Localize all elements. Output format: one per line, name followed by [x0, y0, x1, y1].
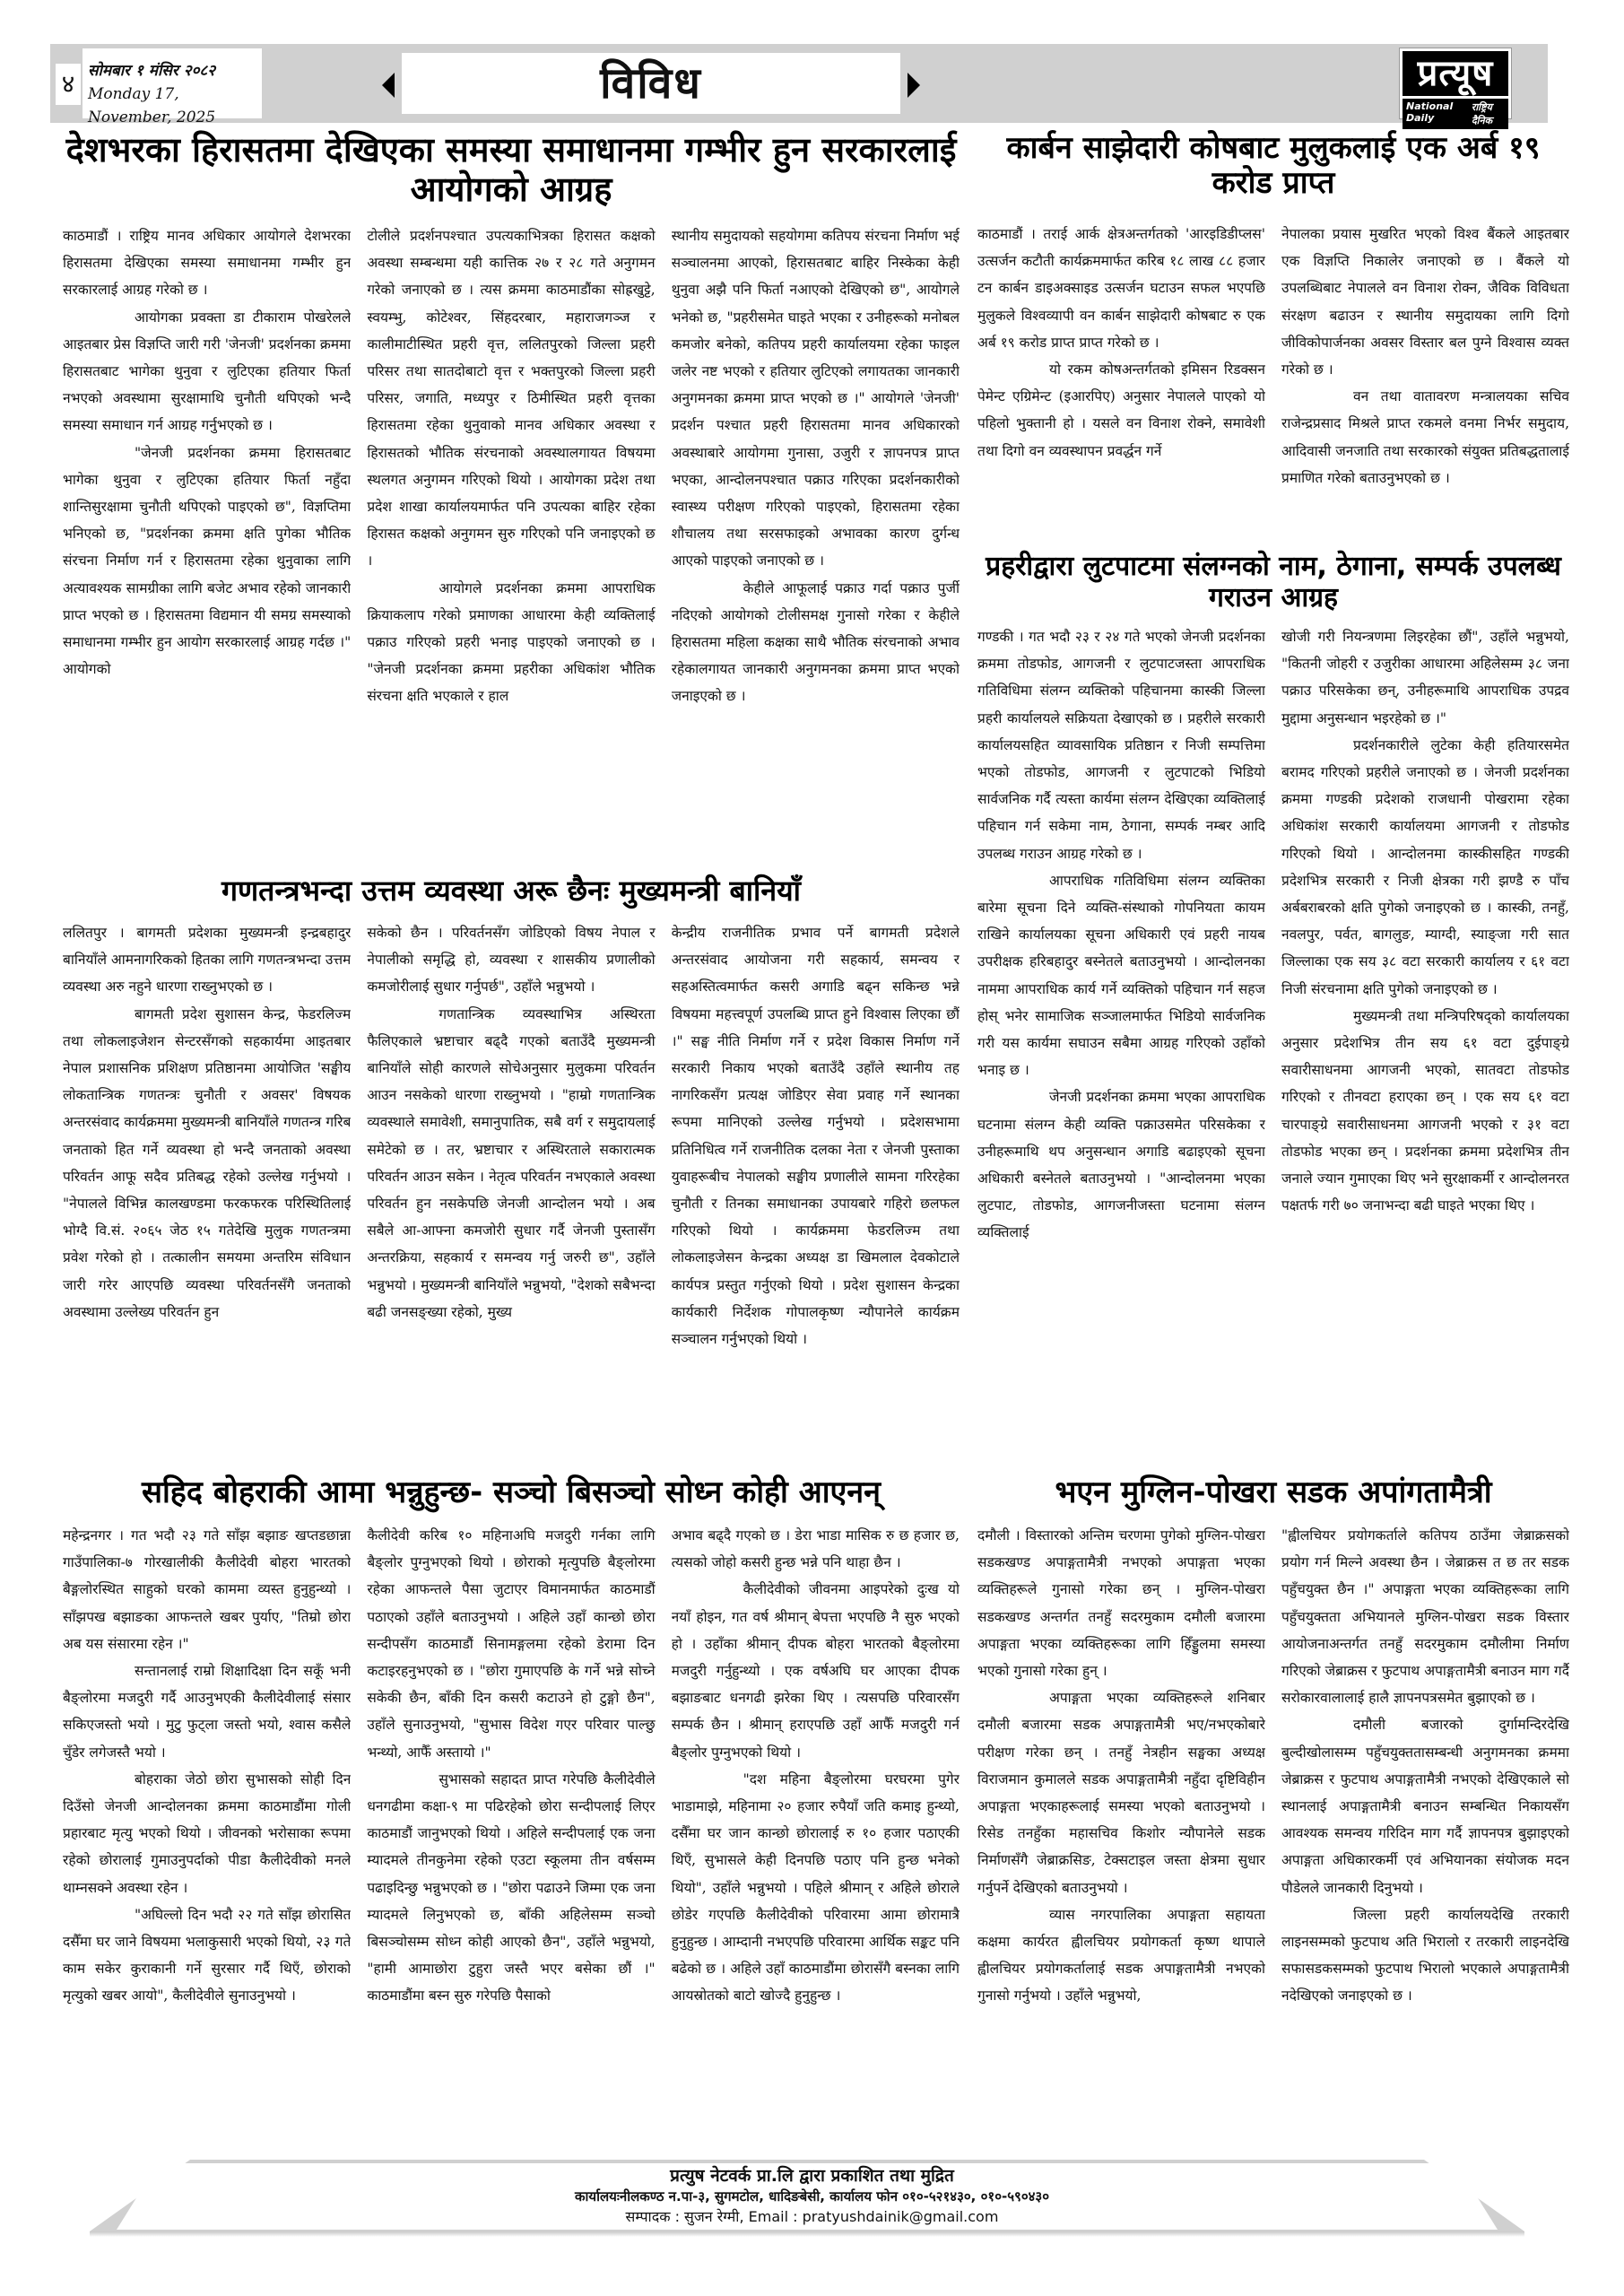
- article-paragraph: "दश महिना बैङ्लोरमा घरघरमा पुगेर भाडामाझे, महिनामा २० हजार रुपैयाँ जति कमाइ हुन्थ्यो, दसैँमा घर जान कान्छो छोरालाई रु १० हजार पठाएकी थिएँ, सुभासले केही दिनपछि पठाए पनि हुन्छ भनेको थियो", उहाँले भन्नुभयो । पहिले श्रीमान् र अहिले छोराले छोडेर गएपछि कैलीदेवीको परिवारमा आमा छोरामात्रै हुनुहुन्छ । आम्दानी नभएपछि परिवारमा आर्थिक सङ्कट पनि बढेको छ । अहिले उहाँ काठमाडौंमा छोरासँगै बस्नका लागि आयस्रोतको बाटो खोज्दै हुनुहुन्छ ।: [671, 1770, 960, 2005]
- article-paragraph: गण्डकी । गत भदौ २३ र २४ गते भएको जेनजी प्रदर्शनका क्रममा तोडफोड, आगजनी र लुटपाटजस्ता आपराधिक गतिविधिमा संलग्न व्यक्तिको पहिचानमा कास्की जिल्ला प्रहरी कार्यालयले सक्रियता देखाएको छ । प्रहरीले सरकारी कार्यालयसहित व्यावसायिक प्रतिष्ठान र निजी सम्पत्तिमा भएको तोडफोड, आगजनी र लुटपाटको भिडियो सार्वजनिक गर्दै त्यस्ता कार्यमा संलग्न देखिएका व्यक्तिलाई पहिचान गर्न सकेमा नाम, ठेगाना, सम्पर्क नम्बर आदि उपलब्ध गराउन आग्रह गरेको छ ।: [977, 629, 1265, 862]
- imprint-office: कार्यालयःनीलकण्ठ न.पा-३, सुगमटोल, धादिङबेसी, कार्यालय फोन ०१०-५२१४३०, ०१०-५९०४३०: [574, 2188, 1050, 2205]
- triangle-right-icon: [908, 73, 920, 98]
- article-paragraph: टोलीले प्रदर्शनपश्चात उपत्यकाभित्रका हिरासत कक्षको अवस्था सम्बन्धमा यही कात्तिक २७ र २८ गते अनुगमन गरेको जनाएको छ । त्यस क्रममा काठमाडौंका सोह्रखुट्टे, स्वयम्भु, कोटेश्वर, सिंहदरबार, महाराजगञ्ज र कालीमाटीस्थित प्रहरी वृत्त, ललितपुरको जिल्ला प्रहरी परिसर तथा सातदोबाटो वृत्त र भक्तपुरको जिल्ला प्रहरी परिसर, जगाति, मध्यपुर र ठिमीस्थित प्रहरी वृत्तका हिरासतमा रहेका थुनुवाको मानव अधिकार अवस्था र हिरासतको भौतिक संरचनाको अवस्थालगायत विषयमा स्थलगत अनुगमन गरिएको थियो । आयोगका प्रदेश तथा प्रदेश शाखा कार्यालयमार्फत पनि उपत्यका बाहिर रहेका हिरासत कक्षको अनुगमन सुरु गरिएको पनि जनाइएको छ ।: [367, 228, 656, 570]
- article-martyr-mother: [63, 1475, 960, 2195]
- article-paragraph: नेपालका प्रयास मुखरित भएको विश्व बैंकले आइतबार एक विज्ञप्ति निकालेर जनाएको छ । बैंकले यो उपलब्धिबाट नेपालले वन विनाश रोक्न, जैविक विविधता संरक्षण बढाउन र स्थानीय समुदायका लागि दिगो जीविकोपार्जनका अवसर विस्तार बल पुग्ने विश्वास व्यक्त गरेको छ ।: [1281, 226, 1569, 378]
- article-column: [977, 1522, 1265, 2195]
- logo-tag-nepali: राष्ट्रिय दैनिक: [1468, 99, 1508, 129]
- masthead: [50, 44, 1548, 126]
- article-paragraph: बागमती प्रदेश सुशासन केन्द्र, फेडरलिज्म तथा लोकलाइजेशन सेन्टरसँगको सहकार्यमा आइतबार नेपाल प्रशासनिक प्रशिक्षण प्रतिष्ठानमा आयोजित 'सङ्घीय लोकतान्त्रिक गणतन्त्रः चुनौती र अवसर' विषयक अन्तरसंवाद कार्यक्रममा मुख्यमन्त्री बानियाँले गणतन्त्र गरिब जनताको हित गर्ने व्यवस्था हो भन्दै जनताको अवस्था परिवर्तन आफू सदैव प्रतिबद्ध रहेको उल्लेख गर्नुभयो । "नेपालले विभिन्न कालखण्डमा फरकफरक परिस्थितिलाई भोग्दै वि.सं. २०६५ जेठ १५ गतेदेखि मुलुक गणतन्त्रमा प्रवेश गरेको हो । तत्कालीन समयमा अन्तरिम संविधान जारी गरेर आएपछि व्यवस्था परिवर्तनसँगै जनताको अवस्थामा उल्लेख्य परिवर्तन हुन: [63, 1005, 352, 1320]
- article-paragraph: स्थानीय समुदायको सहयोगमा कतिपय संरचना निर्माण भई सञ्चालनमा आएको, हिरासतबाट बाहिर निस्केका केही थुनुवा अझै पनि फिर्ता नआएको देखिएको छ", आयोगले भनेको छ, "प्रहरीसमेत घाइते भएका र उनीहरूको मनोबल कमजोर बनेको, कतिपय प्रहरी कार्यालयमा रहेका फाइल जलेर नष्ट भएको र हतियार लुटिएको लगायतका जानकारी अनुगमनका क्रममा प्राप्त भएको छ ।" आयोगले 'जेनजी' प्रदर्शन पश्चात प्रहरी हिरासतमा मानव अधिकारको अवस्थाबारे आयोगमा गुनासा, उजुरी र ज्ञापनपत्र प्राप्त भएका, आन्दोलनपश्चात पक्राउ गरिएका प्रदर्शनकारीको स्वास्थ्य परीक्षण गरिएको पाइएको, हिरासतमा रहेका शौचालय तथा सरसफाइको अभावका कारण दुर्गन्ध आएको पाइएको जनाएको छ ।: [671, 228, 960, 570]
- article-paragraph: आपराधिक गतिविधिमा संलग्न व्यक्तिका बारेमा सूचना दिने व्यक्ति-संस्थाको गोपनियता कायम राखिने कार्यालयका सूचना अधिकारी एवं प्रहरी नायब उपरीक्षक हरिबहादुर बस्नेतले बताउनुभयो । आन्दोलनका नाममा आपराधिक कार्य गर्ने व्यक्तिको पहिचान गर्न सहज होस् भनेर सामाजिक सञ्जालमार्फत भिडियो सार्वजनिक गरी यस कार्यमा सघाउन सबैमा आग्रह गरिएको उहाँको भनाइ छ ।: [977, 872, 1265, 1079]
- article-paragraph: महेन्द्रनगर । गत भदौ २३ गते साँझ बझाङ खप्तडछान्ना गाउँपालिका-७ गोरखालीकी कैलीदेवी बोहरा भारतको बैङ्गलोरस्थित साहुको घरको काममा व्यस्त हुनुहुन्थ्यो । साँझपख बझाङका आफन्तले खबर पुर्याए, "तिम्रो छोरा अब यस संसारमा रहेन ।": [63, 1527, 352, 1652]
- article-paragraph: वन तथा वातावरण मन्त्रालयका सचिव राजेन्द्रप्रसाद मिश्रले प्राप्त रकमले वनमा निर्भर समुदाय, आदिवासी जनजाति तथा सरकारको संयुक्त प्रतिबद्धतालाई प्रमाणित गरेको बताउनुभएको छ ।: [1281, 388, 1569, 486]
- article-headline: भएन मुग्लिन-पोखरा सडक अपांगतामैत्री: [1055, 1474, 1492, 1510]
- article-column: [63, 919, 351, 1474]
- article-detention-problems: [63, 131, 960, 857]
- article-paragraph: बोहराका जेठो छोरा सुभासको सोही दिन दिउँसो जेनजी आन्दोलनका क्रममा काठमाडौंमा गोली प्रहारबाट मृत्यु भएको थियो । जीवनको भरोसाका रूपमा रहेको छोरालाई गुमाउनुपर्दाको पीडा कैलीदेवीको मनले थाम्नसक्ने अवस्था रहेन ।: [63, 1770, 352, 1896]
- article-column: [367, 1522, 655, 2195]
- date-nepali: सोमबार १ मंसिर २०८२: [88, 62, 216, 80]
- article-headline: प्रहरीद्वारा लुटपाटमा संलग्नको नाम, ठेगाना, सम्पर्क उपलब्ध गराउन आग्रह: [986, 551, 1561, 613]
- article-headline: कार्बन साझेदारी कोषबाट मुलुकलाई एक अर्ब १९ करोड प्राप्त: [1006, 130, 1541, 202]
- article-paragraph: आयोगका प्रवक्ता डा टीकाराम पोखरेलले आइतबार प्रेस विज्ञप्ति जारी गरी 'जेनजी' प्रदर्शनका क्रममा हिरासतबाट भागेका थुनुवा र लुटिएका हतियार फिर्ता नभएको अवस्थामा सुरक्षामाथि चुनौती थपिएको भन्दै समस्या समाधान गर्न आग्रह गर्नुभएको छ ।: [63, 309, 352, 434]
- article-column: [1281, 623, 1569, 1475]
- article-paragraph: जेनजी प्रदर्शनका क्रममा भएका आपराधिक घटनामा संलग्न केही व्यक्ति पक्राउसमेत परिसकेका र उनीहरूमाथि थप अनुसन्धान अगाडि बढाइएको सूचना अधिकारी बस्नेतले बताउनुभयो । "आन्दोलनमा भएका लुटपाट, तोडफोड, आगजनीजस्ता घटनामा संलग्न व्यक्तिलाई: [977, 1089, 1265, 1241]
- article-paragraph: खोजी गरी नियन्त्रणमा लिइरहेका छौं", उहाँले भन्नुभयो, "कितनी जोहरी र उजुरीका आधारमा अहिलेसम्म ३८ जना पक्राउ परिसकेका छन्, उनीहरूमाथि आपराधिक उपद्रव मुद्दामा अनुसन्धान भइरहेको छ ।": [1281, 629, 1569, 726]
- article-paragraph: अपाङ्गता भएका व्यक्तिहरूले शनिबार दमौली बजारमा सडक अपाङ्गतामैत्री भए/नभएकोबारे परीक्षण गरेका छन् । तनहुँ नेत्रहीन सङ्घका अध्यक्ष विराजमान कुमालले सडक अपाङ्गतामैत्री नहुँदा दृष्टिविहीन अपाङ्गता भएकाहरूलाई समस्या भएको बताउनुभयो । रिसेड तनहुँका महासचिव किशोर न्यौपानेले सडक निर्माणसँगै जेब्राक्रसिङ, टेक्सटाइल जस्ता क्षेत्रमा सुधार गर्नुपर्ने देखिएको बताउनुभयो ।: [977, 1690, 1265, 1896]
- article-headline: सहिद बोहराकी आमा भन्नुहुन्छ- सञ्चो बिसञ्चो सोध्न कोही आएनन्: [142, 1474, 881, 1510]
- article-column: [63, 222, 351, 857]
- section-title: विविध: [402, 53, 900, 114]
- article-paragraph: गणतान्त्रिक व्यवस्थाभित्र अस्थिरता फैलिएकाले भ्रष्टाचार बढ्दै गएको बताउँदै मुख्यमन्त्री बानियाँले सोही कारणले सोचेअनुसार मुलुकमा परिवर्तन आउन नसकेको धारणा राख्नुभयो । "हाम्रो गणतान्त्रिक व्यवस्थाले समावेशी, समानुपातिक, सबै वर्ग र समुदायलाई समेटेको छ । तर, भ्रष्टाचार र अस्थिरताले सकारात्मक परिवर्तन आउन सकेन । नेतृत्व परिवर्तन नभएकाले अवस्था परिवर्तन हुन नसकेपछि जेनजी आन्दोलन भयो । अब सबैले आ-आफ्ना कमजोरी सुधार गर्दै जेनजी पुस्तासँग अन्तरक्रिया, सहकार्य र समन्वय गर्नु जरुरी छ", उहाँले भन्नुभयो । मुख्यमन्त्री बानियाँले भन्नुभयो, "देशको सबैभन्दा बढी जनसङ्ख्या रहेको, मुख्य: [367, 1005, 656, 1320]
- newspaper-logo: [1399, 48, 1512, 126]
- article-paragraph: अभाव बढ्दै गएको छ । डेरा भाडा मासिक रु छ हजार छ, त्यसको जोहो कसरी हुन्छ भन्ने पनि थाहा छैन ।: [671, 1527, 960, 1571]
- article-body: [63, 222, 960, 857]
- article-paragraph: कैलीदेवीको जीवनमा आइपरेको दुःख यो नयाँ होइन, गत वर्ष श्रीमान् बेपत्ता भएपछि नै सुरु भएको हो । उहाँका श्रीमान् दीपक बोहरा भारतको बैङ्लोरमा मजदुरी गर्नुहुन्थ्यो । एक वर्षअघि घर आएका दीपक बझाङबाट धनगढी झरेका थिए । त्यसपछि परिवारसँग सम्पर्क छैन । श्रीमान् हराएपछि उहाँ आफैँ मजदुरी गर्न बैङ्लोर पुग्नुभएको थियो ।: [671, 1581, 960, 1761]
- article-headline: गणतन्त्रभन्दा उत्तम व्यवस्था अरू छैनः मुख्यमन्त्री बानियाँ: [221, 874, 801, 908]
- article-paragraph: व्यास नगरपालिका अपाङ्गता सहायता कक्षमा कार्यरत ह्वीलचियर प्रयोगकर्ता कृष्ण थापाले ह्वीलचियर प्रयोगकर्तालाई सडक अपाङ्गतामैत्री नभएको गुनासो गर्नुभयो । उहाँले भन्नुभयो,: [977, 1906, 1265, 2005]
- article-body: [977, 1522, 1569, 2195]
- logo-wordmark: प्रत्यूष: [1403, 51, 1508, 96]
- article-headline: देशभरका हिरासतमा देखिएका समस्या समाधानमा गम्भीर हुन सरकारलाई आयोगको आग्रह: [65, 130, 957, 209]
- article-paragraph: काठमाडौं । राष्ट्रिय मानव अधिकार आयोगले देशभरका हिरासतमा देखिएका समस्या समाधानमा गम्भीर हुन सरकारलाई आग्रह गरेको छ ।: [63, 228, 352, 299]
- article-column: [1281, 1522, 1569, 2195]
- article-body: [977, 623, 1569, 1475]
- article-paragraph: ललितपुर । बागमती प्रदेशका मुख्यमन्त्री इन्द्रबहादुर बानियाँले आमनागरिकको हितका लागि गणतन्त्रभन्दा उत्तम व्यवस्था अरु नहुने धारणा राख्नुभएको छ ।: [63, 925, 352, 996]
- article-column: [63, 1522, 351, 2195]
- page-number: ४: [56, 64, 81, 105]
- article-paragraph: "ह्वीलचियर प्रयोगकर्ताले कतिपय ठाउँमा जेब्राक्रसको प्रयोग गर्न मिल्ने अवस्था छैन । जेब्राक्रस त छ तर सडक पहुँचयुक्त छैन ।" अपाङ्गता भएका व्यक्तिहरूका लागि पहुँचयुक्तता अभियानले मुग्लिन-पोखरा सडक विस्तार आयोजनाअन्तर्गत तनहुँ सदरमुकाम दमौलीमा निर्माण गरिएको जेब्राक्रस र फुटपाथ अपाङ्गतामैत्री बनाउन माग गर्दै सरोकारवालालाई हालै ज्ञापनपत्रसमेत बुझाएको छ ।: [1281, 1527, 1569, 1707]
- article-paragraph: प्रदर्शनकारीले लुटेका केही हतियारसमेत बरामद गरिएको प्रहरीले जनाएको छ । जेनजी प्रदर्शनका क्रममा गण्डकी प्रदेशको राजधानी पोखरामा रहेका अधिकांश सरकारी कार्यालयमा आगजनी र तोडफोड गरिएको थियो । आन्दोलनमा कास्कीसहित गण्डकी प्रदेशभित्र सरकारी र निजी क्षेत्रका गरी झण्डै रु पाँच अर्बबराबरको क्षति पुगेको जनाइएको छ । कास्की, तनहुँ, नवलपुर, पर्वत, बागलुङ, म्याग्दी, स्याङ्जा गरी सात जिल्लाका एक सय ३८ वटा सरकारी कार्यालय र ६१ वटा निजी संरचनामा क्षति पुगेको जनाइएको छ ।: [1281, 736, 1569, 997]
- article-paragraph: काठमाडौं । तराई आर्क क्षेत्रअन्तर्गतको 'आरइडिडीप्लस' उत्सर्जन कटौती कार्यक्रममार्फत करिब १८ लाख ८८ हजार टन कार्बन डाइअक्साइड उत्सर्जन घटाउन सफल भएपछि मुलुकले विश्वव्यापी वन कार्बन साझेदारी कोषबाट रु एक अर्ब १९ करोड प्राप्त प्राप्त गरेको छ ।: [977, 226, 1265, 351]
- article-paragraph: केहीले आफूलाई पक्राउ गर्दा पक्राउ पुर्जी नदिएको आयोगको टोलीसमक्ष गुनासो गरेका र केहीले हिरासतमा महिला कक्षका साथै भौतिक संरचनाको अभाव रहेकालगायत जानकारी अनुगमनका क्रममा प्राप्त भएको जनाइएको छ ।: [671, 579, 960, 705]
- article-body: [977, 221, 1569, 545]
- article-paragraph: "जेनजी प्रदर्शनका क्रममा हिरासतबाट भागेका थुनुवा र लुटिएका हतियार फिर्ता नहुँदा शान्तिसुरक्षामा चुनौती थपिएको पाइएको छ", विज्ञप्तिमा भनिएको छ, "प्रदर्शनका क्रममा क्षति पुगेका भौतिक संरचना निर्माण गर्न र हिरासतमा रहेका थुनुवाका लागि अत्यावश्यक सामग्रीका लागि बजेट अभाव रहेको जानकारी प्राप्त भएको छ । हिरासतमा विद्यमान यी समग्र समस्याको समाधानमा गम्भीर हुन आयोग सरकारलाई आग्रह गर्दछ ।" आयोगको: [63, 444, 352, 678]
- article-paragraph: सन्तानलाई राम्रो शिक्षादिक्षा दिन सकूँ भनी बैङ्लोरमा मजदुरी गर्दै आउनुभएकी कैलीदेवीलाई संसार सकिएजस्तो भयो । मुटु फुट्ला जस्तो भयो, श्वास कसैले चुँडेर लगेजस्तै भयो ।: [63, 1663, 352, 1761]
- logo-tag-english: National Daily: [1403, 99, 1468, 129]
- article-column: [367, 222, 655, 857]
- article-paragraph: सकेको छैन । परिवर्तनसँग जोडिएको विषय नेपाल र नेपालीको समृद्धि हो, व्यवस्था र शासकीय प्रणालीको कमजोरीलाई सुधार गर्नुपर्छ", उहाँले भन्नुभयो ।: [367, 925, 656, 996]
- section-label: [382, 53, 920, 114]
- date-box: [83, 48, 262, 126]
- article-carbon-fund: [977, 131, 1569, 545]
- article-paragraph: "अघिल्लो दिन भदौ २२ गते साँझ छोरासित दसैँमा घर जाने विषयमा भलाकुसारी भएको थियो, २३ गते काम सकेर कुराकानी गर्ने सुरसार गर्दै थिएँ, छोराको मृत्युको खबर आयो", कैलीदेवीले सुनाउनुभयो ।: [63, 1906, 352, 2005]
- article-paragraph: यो रकम कोषअन्तर्गतको इमिसन रिडक्सन पेमेन्ट एग्रिमेन्ट (इआरपिए) अनुसार नेपालले पाएको यो पहिलो भुक्तानी हो । यसले वन विनाश रोक्ने, समावेशी तथा दिगो वन व्यवस्थापन प्रवर्द्धन गर्ने: [977, 361, 1265, 459]
- article-column: [672, 222, 960, 857]
- article-column: [977, 623, 1265, 1475]
- date-english: Monday 17, November, 2025: [88, 85, 216, 126]
- article-paragraph: दमौली बजारको दुर्गामन्दिरदेखि बुल्दीखोलासम्म पहुँचयुक्ततासम्बन्धी अनुगमनका क्रममा जेब्राक्रस र फुटपाथ अपाङ्गतामैत्री नभएको देखिएकाले सो स्थानलाई अपाङ्गतामैत्री बनाउन सम्बन्धित निकायसँग आवश्यक समन्वय गरिदिन माग गर्दै ज्ञापनपत्र बुझाइएको अपाङ्गता अधिकारकर्मी एवं अभियानका संयोजक मदन पौडेलले जानकारी दिनुभयो ।: [1281, 1717, 1569, 1896]
- article-road-accessibility: [977, 1475, 1569, 2195]
- article-republic-chief-minister: [63, 874, 960, 1474]
- article-column: [672, 919, 960, 1474]
- article-paragraph: कैलीदेवी करिब १० महिनाअघि मजदुरी गर्नका लागि बैङ्लोर पुग्नुभएको थियो । छोराको मृत्युपछि बैङ्लोरमा रहेका आफन्तले पैसा जुटाएर विमानमार्फत काठमाडौं पठाएको उहाँले बताउनुभयो । अहिले उहाँ कान्छो छोरा सन्दीपसँग काठमाडौं सिनामङ्गलमा रहेको डेरामा दिन कटाइरहनुभएको छ । "छोरा गुमाएपछि के गर्ने भन्ने सोच्ने सकेकी छैन, बाँकी दिन कसरी कटाउने हो टुङ्गो छैन", उहाँले सुनाउनुभयो, "सुभास विदेश गएर परिवार पाल्छु भन्थ्यो, आफैँ अस्तायो ।": [367, 1527, 656, 1761]
- article-paragraph: जिल्ला प्रहरी कार्यालयदेखि तरकारी लाइनसम्मको फुटपाथ अति भिरालो र तरकारी लाइनदेखि सफासडकसम्मको फुटपाथ भिरालो भएकाले अपाङ्गतामैत्री नदेखिएको जनाइएको छ ।: [1281, 1906, 1569, 2005]
- imprint: [0, 2165, 1624, 2228]
- article-column: [367, 919, 655, 1474]
- footer-shadow: [90, 2231, 1524, 2237]
- article-body: [63, 919, 960, 1474]
- triangle-left-icon: [382, 73, 395, 98]
- article-body: [63, 1522, 960, 2195]
- imprint-publisher: प्रत्युष नेटवर्क प्रा.लि द्वारा प्रकाशित तथा मुद्रित: [670, 2166, 954, 2186]
- article-column: [977, 221, 1265, 545]
- article-paragraph: केन्द्रीय राजनीतिक प्रभाव पर्ने बागमती प्रदेशले अन्तरसंवाद आयोजना गरी सहकार्य, समन्वय र सहअस्तित्वमार्फत कसरी अगाडि बढ्न सकिन्छ भन्ने विषयमा महत्त्वपूर्ण उपलब्धि प्राप्त हुने विश्वास लिएका छौं ।" सङ्घ नीति निर्माण गर्ने र प्रदेश विकास निर्माण गर्ने सरकारी निकाय भएको बताउँदै उहाँले स्थानीय तह नागरिकसँग प्रत्यक्ष जोडिएर सेवा प्रवाह गर्ने स्थानका रूपमा मानिएको उल्लेख गर्नुभयो । प्रदेशसभामा प्रतिनिधित्व गर्ने राजनीतिक दलका नेता र जेनजी पुस्ताका युवाहरूबीच नेपालको सङ्घीय प्रणालीले सामना गरिरहेका चुनौती र तिनका समाधानका उपायबारे गहिरो छलफल गरिएको थियो । कार्यक्रममा फेडरलिज्म तथा लोकलाइजेसन केन्द्रका अध्यक्ष डा खिमलाल देवकोटाले कार्यपत्र प्रस्तुत गर्नुएको थियो । प्रदेश सुशासन केन्द्रका कार्यकारी निर्देशक गोपालकृष्ण न्यौपानेले कार्यक्रम सञ्चालन गर्नुभएको थियो ।: [671, 925, 960, 1348]
- article-paragraph: दमौली । विस्तारको अन्तिम चरणमा पुगेको मुग्लिन-पोखरा सडकखण्ड अपाङ्गतामैत्री नभएको अपाङ्गता भएका व्यक्तिहरूले गुनासो गरेका छन् । मुग्लिन-पोखरा सडकखण्ड अन्तर्गत तनहुँ सदरमुकाम दमौली बजारमा अपाङ्गता भएका व्यक्तिहरूका लागि हिँड्डुलमा समस्या भएको गुनासो गरेका हुन् ।: [977, 1527, 1265, 1680]
- article-column: [672, 1522, 960, 2195]
- article-column: [1281, 221, 1569, 545]
- article-paragraph: सुभासको सहादत प्राप्त गरेपछि कैलीदेवीले धनगढीमा कक्षा-९ मा पढिरहेको छोरा सन्दीपलाई लिएर काठमाडौं जानुभएको थियो । अहिले सन्दीपलाई एक जना म्यादमले तीनकुनेमा रहेको एउटा स्कूलमा तीन वर्षसम्म पढाइदिन्छु भन्नुभएको छ । "छोरा पढाउने जिम्मा एक जना म्यादमले लिनुभएको छ, बाँकी अहिलेसम्म सञ्चो बिसञ्चोसम्म सोध्न कोही आएको छैन", उहाँले भन्नुभयो, "हामी आमाछोरा टुहुरा जस्तै भएर बसेका छौं ।" काठमाडौंमा बस्न सुरु गरेपछि पैसाको: [367, 1770, 656, 2005]
- article-paragraph: मुख्यमन्त्री तथा मन्त्रिपरिषद्को कार्यालयका अनुसार प्रदेशभित्र तीन सय ६१ वटा दुईपाङ्ग्रे सवारीसाधनमा आगजनी भएको, सातवटा तोडफोड गरिएको र तीनवटा हराएका छन् । एक सय ६१ वटा चारपाङ्ग्रे सवारीसाधनमा आगजनी भएको र ३१ वटा तोडफोड भएका छन् । प्रदर्शनका क्रममा प्रदेशभित्र तीन जनाले ज्यान गुमाएका थिए भने सुरक्षाकर्मी र आन्दोलनरत पक्षतर्फ गरी ७० जनाभन्दा बढी घाइते भएका थिए ।: [1281, 1007, 1569, 1214]
- imprint-editor: सम्पादक : सुजन रेग्मी, Email : pratyushdainik@gmail.com: [625, 2208, 999, 2225]
- article-paragraph: आयोगले प्रदर्शनका क्रममा आपराधिक क्रियाकलाप गरेको प्रमाणका आधारमा केही व्यक्तिलाई पक्राउ गरिएको प्रहरी भनाइ पाइएको जनाएको छ । "जेनजी प्रदर्शनका क्रममा प्रहरीका अधिकांश भौतिक संरचना क्षति भएकाले र हाल: [367, 579, 656, 705]
- article-police-appeal: [977, 552, 1569, 1475]
